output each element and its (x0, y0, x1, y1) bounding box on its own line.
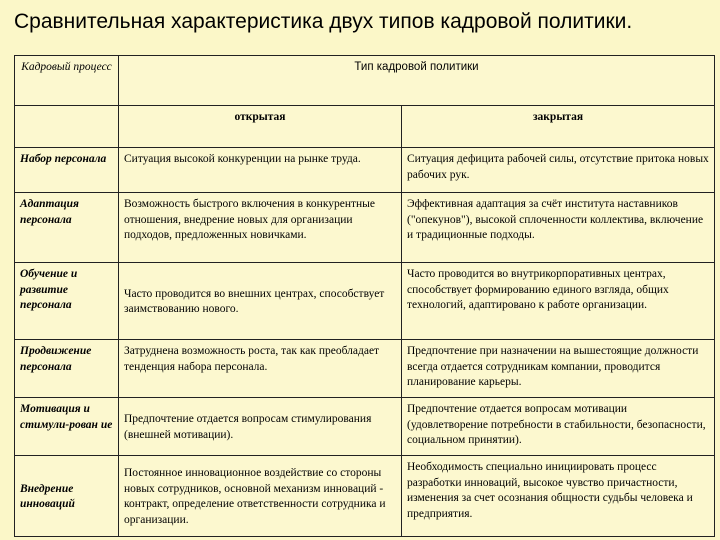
closed-cell: Ситуация дефицита рабочей силы, отсутствие притока новых рабочих рук. (402, 148, 715, 193)
table-row (15, 456, 715, 537)
table-row (15, 398, 715, 456)
closed-cell: Часто проводится во внутрикорпоративных центрах, способствует формированию единого взгляда, общих технологий, адаптировано к работе организации. (402, 263, 715, 340)
process-cell: Набор персонала (15, 148, 119, 193)
page-title: Сравнительная характеристика двух типов кадровой политики. (14, 10, 633, 33)
header-process: Кадровый процесс (15, 56, 119, 106)
header-open: открытая (119, 106, 402, 148)
process-cell: Адаптация персонала (15, 193, 119, 263)
open-cell: Предпочтение отдается вопросам стимулирования (внешней мотивации). (119, 398, 402, 456)
table-row (15, 193, 715, 263)
open-cell: Постоянное инновационное воздействие со стороны новых сотрудников, основной механизм инноваций - контракт, определение ответственности сотрудника и организации. (119, 456, 402, 537)
closed-cell: Предпочтение отдается вопросам мотивации (удовлетворение потребности в стабильности, безопасности, социальном принятии). (402, 398, 715, 456)
header-policy-type: Тип кадровой политики (119, 56, 715, 106)
table-subheader-row (15, 106, 715, 148)
process-cell: Продвижение персонала (15, 340, 119, 398)
closed-cell: Эффективная адаптация за счёт института наставников ("опекунов"), высокой сплоченности коллектива, включение и традиционные подходы. (402, 193, 715, 263)
table-row (15, 263, 715, 340)
closed-cell: Предпочтение при назначении на вышестоящие должности всегда отдается сотрудникам компании, проводится планирование карьеры. (402, 340, 715, 398)
table-row (15, 148, 715, 193)
header-empty-cell (15, 106, 119, 148)
process-cell: Мотивация и стимули-рован ие (15, 398, 119, 456)
open-cell: Ситуация высокой конкуренции на рынке труда. (119, 148, 402, 193)
process-cell: Внедрение инноваций (15, 456, 119, 537)
open-cell: Затруднена возможность роста, так как преобладает тенденция набора персонала. (119, 340, 402, 398)
table-header-row (15, 56, 715, 106)
open-cell: Возможность быстрого включения в конкурентные отношения, внедрение новых для организации подходов, предложенных новичками. (119, 193, 402, 263)
process-cell: Обучение и развитие персонала (15, 263, 119, 340)
header-closed: закрытая (402, 106, 715, 148)
policy-comparison-table (14, 55, 715, 537)
open-cell: Часто проводится во внешних центрах, способствует заимствованию нового. (119, 263, 402, 340)
closed-cell: Необходимость специально инициировать процесс разработки инноваций, высокое чувство причастности, изменения за счет осознания общности судьбы человека и предприятия. (402, 456, 715, 537)
table-row (15, 340, 715, 398)
